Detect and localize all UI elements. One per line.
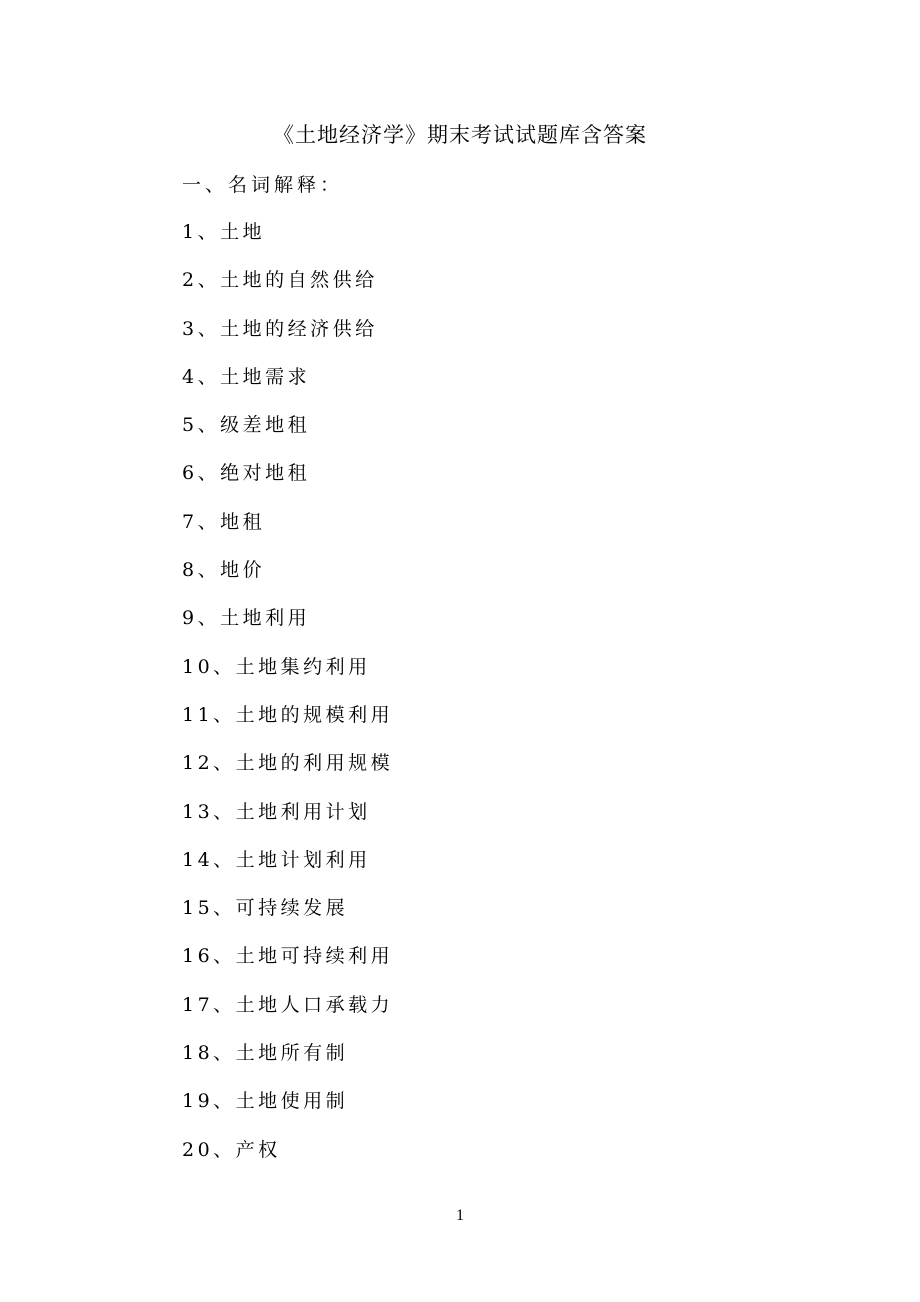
term-item: 14、土地计划利用 [182,848,371,871]
term-item: 18、土地所有制 [182,1042,349,1065]
term-item: 11、土地的规模利用 [182,703,394,726]
document-title: 《土地经济学》期末考试试题库含答案 [273,123,647,147]
term-item: 2、土地的自然供给 [182,269,378,292]
term-item: 6、绝对地租 [182,462,311,485]
term-item: 5、级差地租 [182,414,311,437]
term-item: 4、土地需求 [182,365,311,388]
term-item: 3、土地的经济供给 [182,317,378,340]
term-item: 17、土地人口承载力 [182,993,394,1016]
term-item: 7、地租 [182,510,266,533]
term-item: 10、土地集约利用 [182,655,371,678]
term-item: 1、土地 [182,221,266,243]
term-item: 13、土地利用计划 [182,800,371,823]
term-item: 19、土地使用制 [182,1090,349,1113]
term-item: 12、土地的利用规模 [182,752,394,775]
term-item: 15、可持续发展 [182,897,349,920]
term-list [182,216,393,1182]
section-heading: 一、名词解释： [182,174,344,196]
term-item: 16、土地可持续利用 [182,945,394,968]
term-item: 9、土地利用 [182,607,311,630]
term-item: 20、产权 [182,1138,281,1161]
term-item: 8、地价 [182,559,266,582]
page-number: 1 [456,1207,464,1224]
